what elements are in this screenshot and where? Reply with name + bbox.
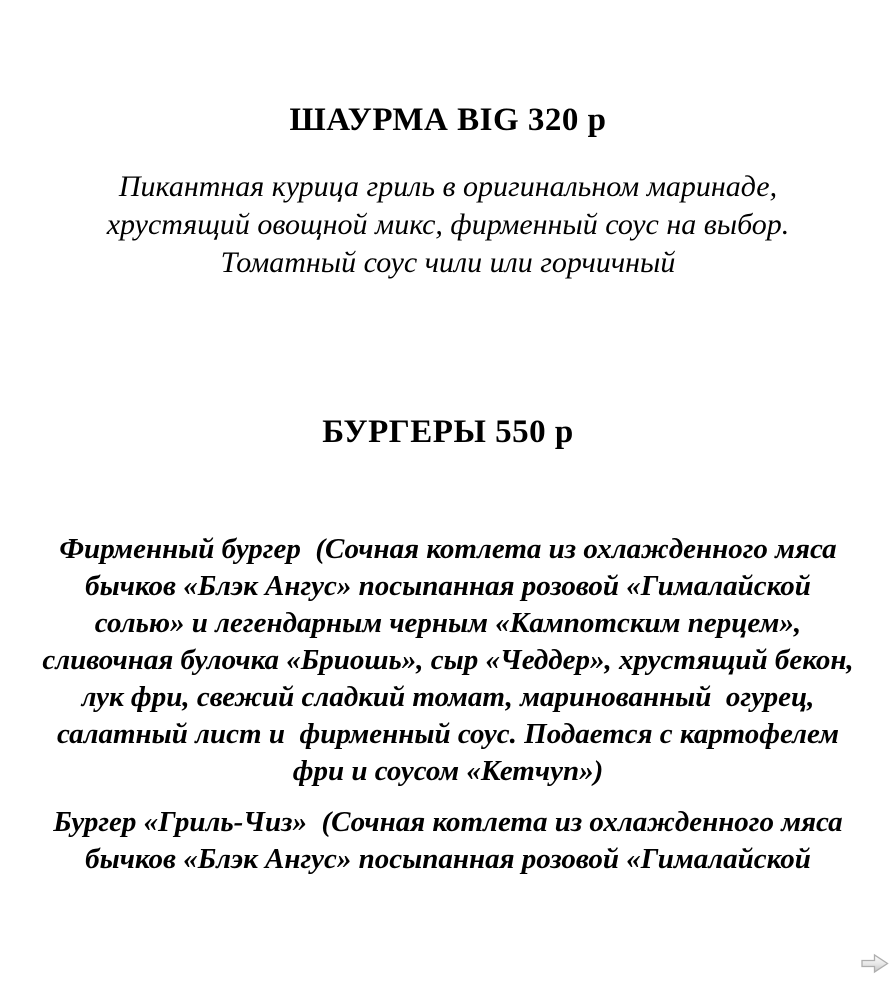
menu-text-line: лук фри, свежий сладкий томат, маринованный огурец, <box>81 681 815 713</box>
next-slide-button[interactable] <box>859 951 891 977</box>
description-line: Томатный соус чили или горчичный <box>220 246 676 279</box>
menu-text-line: Фирменный бургер (Сочная котлета из охлажденного мяса <box>59 533 837 565</box>
next-slide-arrow-icon <box>859 964 891 981</box>
menu-text-line: Бургер «Гриль-Чиз» (Сочная котлета из охлажденного мяса <box>53 806 843 838</box>
menu-text-line: фри и соусом «Кетчуп») <box>292 755 604 787</box>
description-line: Пикантная курица гриль в оригинальном маринаде, <box>118 170 778 203</box>
burger-item-signature <box>0 531 896 790</box>
menu-text-line: салатный лист и фирменный соус. Подается с картофелем <box>56 718 840 750</box>
section-heading-shawarma: ШАУРМА BIG 320 р <box>289 102 607 138</box>
section-heading-burgers: БУРГЕРЫ 550 р <box>322 414 574 450</box>
burger-item-grill-cheese <box>0 804 896 878</box>
menu-text-line: бычков «Блэк Ангус» посыпанная розовой «Гималайской <box>85 843 811 875</box>
description-line: хрустящий овощной микс, фирменный соус на выбор. <box>106 208 790 241</box>
shawarma-description <box>0 168 896 282</box>
menu-text-line: бычков «Блэк Ангус» посыпанная розовой «Гималайской <box>85 570 811 602</box>
menu-text-line: сливочная булочка «Бриошь», сыр «Чеддер», хрустящий бекон, <box>42 644 854 676</box>
menu-text-line: солью» и легендарным черным «Кампотским перцем», <box>94 607 802 639</box>
